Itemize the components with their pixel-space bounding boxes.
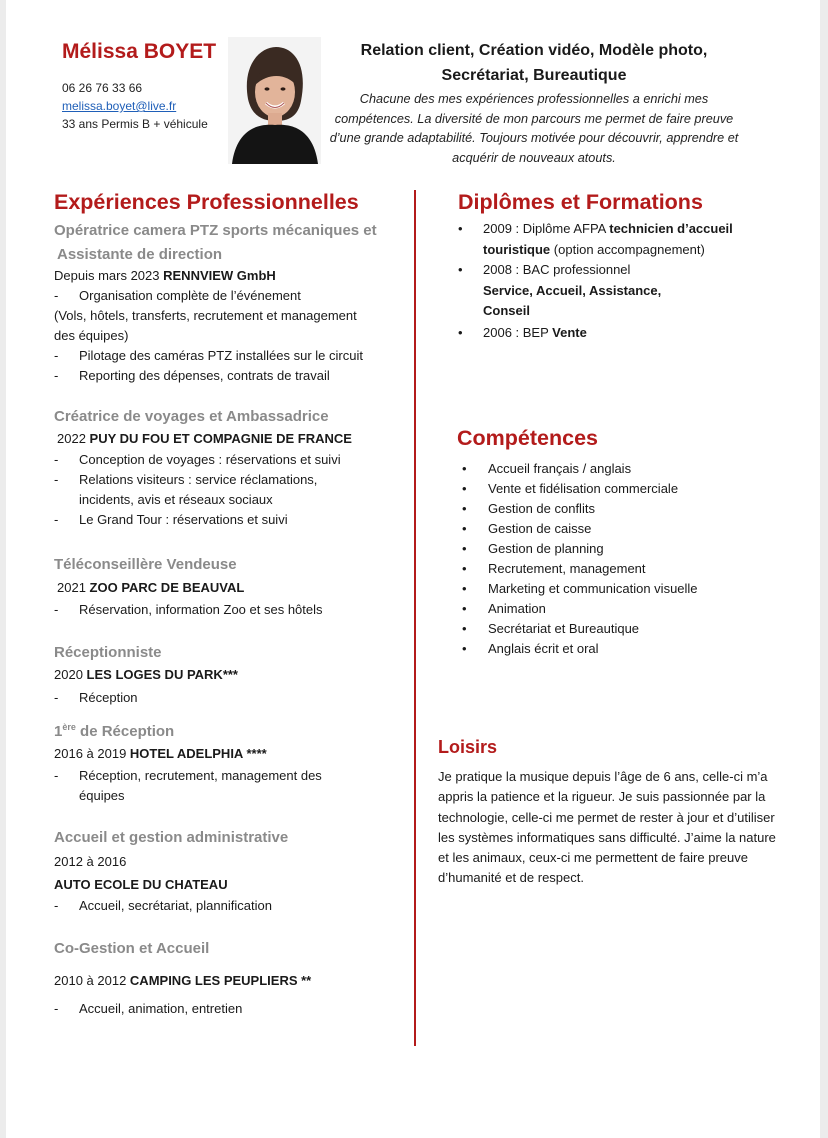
job-company: RENNVIEW GmbH [163,268,276,283]
job-task: Accueil, animation, entretien [79,1001,243,1016]
job-company: LES LOGES DU PARK*** [86,667,238,682]
dash: - [54,602,59,617]
job-period: 2012 à 2016 [54,854,127,869]
diploma-item [483,260,661,322]
dash: - [54,288,59,303]
column-divider [414,190,416,1046]
dash: - [54,348,59,363]
dash: - [54,472,59,487]
job-company: CAMPING LES PEUPLIERS ** [129,973,312,988]
job-task: Accueil, secrétariat, plannification [79,898,272,913]
bullet: • [458,325,463,340]
skill-item: • Gestion de conflits [457,499,698,519]
job-period: 2016 à 2019 [54,746,127,761]
diploma-name: technicien d’accueil [609,221,733,236]
diploma-prefix: 2008 : BAC professionnel [483,262,631,277]
job-task-cont: des équipes) [54,328,129,343]
job-task: Réception [79,690,138,705]
diploma-option: (option accompagnement) [553,241,705,257]
job-title-rest: de Réception [80,723,175,740]
job-period-company [54,746,267,761]
skill-item: • Secrétariat et Bureautique [457,619,698,639]
dash: - [54,898,59,913]
job-period-company [54,973,311,988]
job-task-cont: équipes [79,788,125,803]
diploma-prefix: 2006 : BEP [483,325,549,340]
job-title: Téléconseillère Vendeuse [54,556,237,573]
skill-item: • Gestion de planning [457,539,698,559]
job-period: 2020 [54,667,83,682]
job-period-company [54,268,276,283]
skill-item: • Gestion de caisse [457,519,698,539]
job-task: Réservation, information Zoo et ses hôtels [79,602,323,617]
profile-photo [228,37,321,164]
job-title-cont: Assistante de direction [57,246,223,263]
job-title: Créatrice de voyages et Ambassadrice [54,408,329,425]
personal-details: 33 ans Permis B + véhicule [62,117,208,131]
job-company: PUY DU FOU ET COMPAGNIE DE FRANCE [89,431,352,446]
job-title-number: 1 [54,723,63,740]
job-title: Opératrice camera PTZ sports mécaniques et [54,222,377,239]
job-task: Organisation complète de l’événement [79,288,301,303]
diploma-prefix: 2009 : Diplôme AFPA [483,221,606,236]
job-period: Depuis mars 2023 [54,268,160,283]
skill-item: • Accueil français / anglais [457,459,698,479]
diploma-name-cont: touristique [483,241,551,257]
job-task: Conception de voyages : réservations et suivi [79,452,341,467]
job-title: Co-Gestion et Accueil [54,940,210,957]
dash: - [54,368,59,383]
job-period: 2021 [57,580,86,595]
job-task: Reporting des dépenses, contrats de travail [79,368,330,383]
candidate-name: Mélissa BOYET [62,40,217,63]
job-company: HOTEL ADELPHIA **** [129,746,267,761]
diploma-item [483,219,733,260]
job-company: ZOO PARC DE BEAUVAL [89,580,245,595]
job-title [54,722,174,740]
job-period: 2010 à 2012 [54,973,127,988]
dash: - [54,690,59,705]
bullet: • [458,262,463,277]
job-title-superscript: ère [62,722,76,732]
diploma-name: Vente [552,325,587,340]
hobbies-text: Je pratique la musique depuis l’âge de 6 ans, celle-ci m’a appris la patience et la rigueur. Je suis passionnée par la technologie, celle-ci me permet de rester à jour et d’utiliser les systèmes informatiques sans difficulté. J’aime la nature et les animaux, ceux-ci me permettent de faire preuve d’humanité et de respect. [438,769,776,886]
skill-item: • Vente et fidélisation commerciale [457,479,698,499]
job-period: 2022 [57,431,86,446]
profile-summary: Chacune des mes expériences professionnelles a enrichi mes compétences. La diversité de mon parcours me permet de faire preuve d’une grande adaptabilité. Toujours motivée pour découvrir, apprendre et acquérir de nouveaux atouts. [329,92,739,165]
diploma-name: Service, Accueil, Assistance, [483,282,662,298]
job-task-cont: incidents, avis et réseaux sociaux [79,492,273,507]
email-link[interactable]: melissa.boyet@live.fr [62,99,177,113]
bullet: • [458,221,463,236]
job-title: Réceptionniste [54,644,162,661]
dash: - [54,452,59,467]
diplomas-heading: Diplômes et Formations [458,190,703,214]
job-period-company [54,667,238,682]
headline-line-1: Relation client, Création vidéo, Modèle photo, [360,42,708,59]
job-task: Pilotage des caméras PTZ installées sur le circuit [79,348,363,363]
job-task: Relations visiteurs : service réclamations, [79,472,318,487]
job-company: AUTO ECOLE DU CHATEAU [54,877,228,892]
dash: - [54,1001,59,1016]
skill-item: • Anglais écrit et oral [457,639,698,659]
dash: - [54,512,59,527]
skill-item: • Recrutement, management [457,559,698,579]
cv-page [6,0,820,1138]
job-task: Réception, recrutement, management des [79,768,322,783]
headline [324,38,744,88]
job-title: Accueil et gestion administrative [54,829,289,846]
skills-list [457,459,698,659]
dash: - [54,768,59,783]
job-period-company [57,580,244,595]
skill-item: • Marketing et communication visuelle [457,579,698,599]
experiences-heading: Expériences Professionnelles [54,190,359,214]
headline-line-2: Secrétariat, Bureautique [441,67,627,84]
skills-heading: Compétences [457,426,598,450]
hobbies-heading: Loisirs [438,737,498,757]
job-period-company [57,431,352,446]
job-task: Le Grand Tour : réservations et suivi [79,512,288,527]
diploma-name-cont: Conseil [483,303,530,318]
skill-item: • Animation [457,599,698,619]
diploma-item [483,323,587,344]
job-task-cont: (Vols, hôtels, transferts, recrutement et management [54,308,357,323]
phone-number: 06 26 76 33 66 [62,81,143,95]
